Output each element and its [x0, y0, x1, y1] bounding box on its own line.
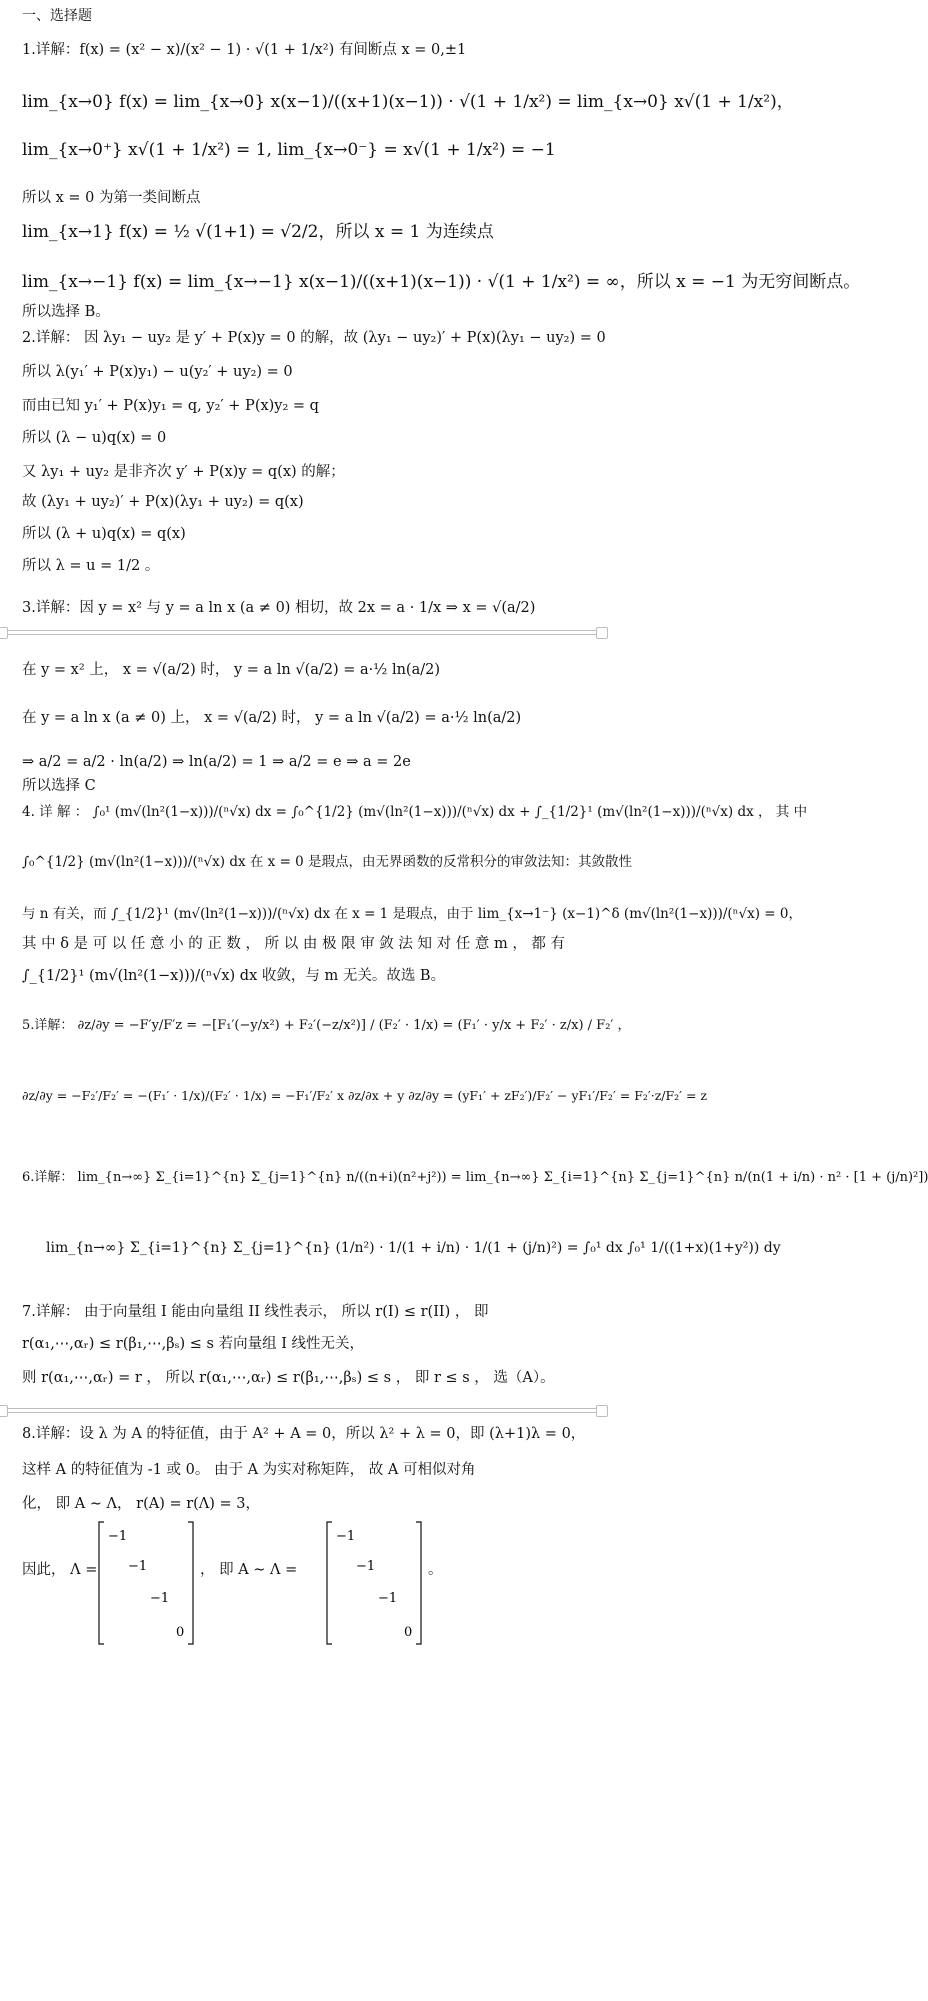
- q8-line1: 8.详解：设 λ 为 A 的特征值，由于 A² + A = 0，所以 λ² + λ = 0，即 (λ+1)λ = 0，: [22, 1426, 586, 1442]
- q4-line3: 与 n 有关，而 ∫_{1/2}¹ (m√(ln²(1−x)))/(ⁿ√x) dx 在 x = 1 是瑕点，由于 lim_{x→1⁻} (x−1)^δ (m√(ln²(1−x)))/(ⁿ√x) = 0，: [22, 906, 802, 922]
- q3-line5: 所以选择 C: [22, 778, 96, 794]
- q7-line2: r(α₁,⋯,αᵣ) ≤ r(β₁,⋯,βₛ) ≤ s 若向量组 I 线性无关，: [22, 1336, 365, 1352]
- matrix1-d1: −1: [108, 1529, 128, 1544]
- q1-line1: 1.详解：f(x) = (x² − x)/(x² − 1) · √(1 + 1/x²) 有间断点 x = 0,±1: [22, 42, 467, 58]
- q1-line5: lim_{x→1} f(x) = ½ √(1+1) = √2/2，所以 x = 1 为连续点: [22, 222, 494, 242]
- matrix-lambda-2: [324, 1518, 424, 1648]
- q2-line7: 所以 (λ + u)q(x) = q(x): [22, 526, 186, 542]
- page-separator-2: [0, 1408, 604, 1413]
- q2-line4: 所以 (λ − u)q(x) = 0: [22, 430, 167, 446]
- q1-line6: lim_{x→−1} f(x) = lim_{x→−1} x(x−1)/((x+1)(x−1)) · √(1 + 1/x²) = ∞，所以 x = −1 为无穷间断点。: [22, 272, 861, 292]
- q2-line3: 而由已知 y₁′ + P(x)y₁ = q, y₂′ + P(x)y₂ = q: [22, 398, 319, 414]
- q4-line2: ∫₀^{1/2} (m√(ln²(1−x)))/(ⁿ√x) dx 在 x = 0 是瑕点，由无界函数的反常积分的审敛法知：其敛散性: [22, 854, 633, 870]
- q7-line3: 则 r(α₁,⋯,αᵣ) = r ， 所以 r(α₁,⋯,αᵣ) ≤ r(β₁,⋯,βₛ) ≤ s ， 即 r ≤ s ， 选（A）。: [22, 1370, 555, 1386]
- q3-line3: 在 y = a ln x (a ≠ 0) 上， x = √(a/2) 时， y = a ln √(a/2) = a·½ ln(a/2): [22, 710, 522, 726]
- q2-line1: 2.详解： 因 λy₁ − uy₂ 是 y′ + P(x)y = 0 的解，故 (λy₁ − uy₂)′ + P(x)(λy₁ − uy₂) = 0: [22, 330, 606, 346]
- q8-line4-prefix: 因此， Λ =: [22, 1562, 98, 1578]
- matrix1-d3: −1: [150, 1591, 170, 1606]
- q2-line5: 又 λy₁ + uy₂ 是非齐次 y′ + P(x)y = q(x) 的解；: [22, 464, 345, 480]
- q1-line4: 所以 x = 0 为第一类间断点: [22, 190, 201, 206]
- q8-line3: 化， 即 A ∼ Λ， r(A) = r(Λ) = 3，: [22, 1496, 261, 1512]
- q5-line2: ∂z/∂y = −F₂′/F₂′ = −(F₁′ · 1/x)/(F₂′ · 1/x) = −F₁′/F₂′ x ∂z/∂x + y ∂z/∂y = (yF₁′ + zF₂′)/F₂′ − yF₁′/F₂′ = F₂′·z/F₂′ = z: [22, 1088, 708, 1103]
- q3-line4: ⇒ a/2 = a/2 · ln(a/2) ⇒ ln(a/2) = 1 ⇒ a/2 = e ⇒ a = 2e: [22, 754, 411, 770]
- q4-line5: ∫_{1/2}¹ (m√(ln²(1−x)))/(ⁿ√x) dx 收敛，与 m 无关。故选 B。: [22, 968, 446, 984]
- q8-line2: 这样 A 的特征值为 -1 或 0。 由于 A 为实对称矩阵， 故 A 可相似对角: [22, 1462, 476, 1478]
- q2-line8: 所以 λ = u = 1/2 。: [22, 558, 160, 574]
- q8-line4-mid: ， 即 A ∼ Λ =: [200, 1562, 298, 1578]
- q4-line4: 其 中 δ 是 可 以 任 意 小 的 正 数 ， 所 以 由 极 限 审 敛 法 知 对 任 意 m ， 都 有: [22, 936, 566, 952]
- matrix2-d1: −1: [336, 1529, 356, 1544]
- q7-line1: 7.详解： 由于向量组 I 能由向量组 II 线性表示， 所以 r(I) ≤ r(II) ， 即: [22, 1304, 489, 1320]
- q2-line2: 所以 λ(y₁′ + P(x)y₁) − u(y₂′ + uy₂) = 0: [22, 364, 293, 380]
- q5-line1: 5.详解： ∂z/∂y = −F′y/F′z = −[F₁′(−y/x²) + F₂′(−z/x²)] / (F₂′ · 1/x) = (F₁′ · y/x + F₂′ · z/x) / F₂′ ，: [22, 1018, 631, 1033]
- q4-line1: 4. 详 解 ： ∫₀¹ (m√(ln²(1−x)))/(ⁿ√x) dx = ∫₀^{1/2} (m√(ln²(1−x)))/(ⁿ√x) dx + ∫_{1/2}¹ (m√(ln²(1−x)))/(ⁿ√x) dx ， 其 中: [22, 804, 808, 820]
- q1-line3: lim_{x→0⁺} x√(1 + 1/x²) = 1, lim_{x→0⁻} = x√(1 + 1/x²) = −1: [22, 140, 556, 160]
- q1-line7: 所以选择 B。: [22, 304, 110, 320]
- q3-line1: 3.详解：因 y = x² 与 y = a ln x (a ≠ 0) 相切，故 2x = a · 1/x ⇒ x = √(a/2): [22, 600, 536, 616]
- matrix2-d2: −1: [356, 1559, 376, 1574]
- q6-line2: lim_{n→∞} Σ_{i=1}^{n} Σ_{j=1}^{n} (1/n²) · 1/(1 + i/n) · 1/(1 + (j/n)²) = ∫₀¹ dx ∫₀¹ 1/((1+x)(1+y²)) dy: [46, 1240, 781, 1256]
- matrix1-d2: −1: [128, 1559, 148, 1574]
- q2-line6: 故 (λy₁ + uy₂)′ + P(x)(λy₁ + uy₂) = q(x): [22, 494, 304, 510]
- q3-line2: 在 y = x² 上， x = √(a/2) 时， y = a ln √(a/2) = a·½ ln(a/2): [22, 662, 440, 678]
- q8-line4-suffix: 。: [428, 1562, 443, 1578]
- q6-line1: 6.详解： lim_{n→∞} Σ_{i=1}^{n} Σ_{j=1}^{n} n/((n+i)(n²+j²)) = lim_{n→∞} Σ_{i=1}^{n} Σ_{j=1}^{n} n/(n(1 + i/n) · n² · [1 + (j/n)²]): [22, 1170, 928, 1185]
- matrix1-d4: 0: [176, 1625, 185, 1640]
- q1-line2: lim_{x→0} f(x) = lim_{x→0} x(x−1)/((x+1)(x−1)) · √(1 + 1/x²) = lim_{x→0} x√(1 + 1/x²)，: [22, 92, 794, 112]
- matrix2-d4: 0: [404, 1625, 413, 1640]
- section-title: 一、选择题: [22, 8, 92, 24]
- page-separator: [0, 630, 604, 635]
- matrix-lambda-1: [96, 1518, 196, 1648]
- matrix2-d3: −1: [378, 1591, 398, 1606]
